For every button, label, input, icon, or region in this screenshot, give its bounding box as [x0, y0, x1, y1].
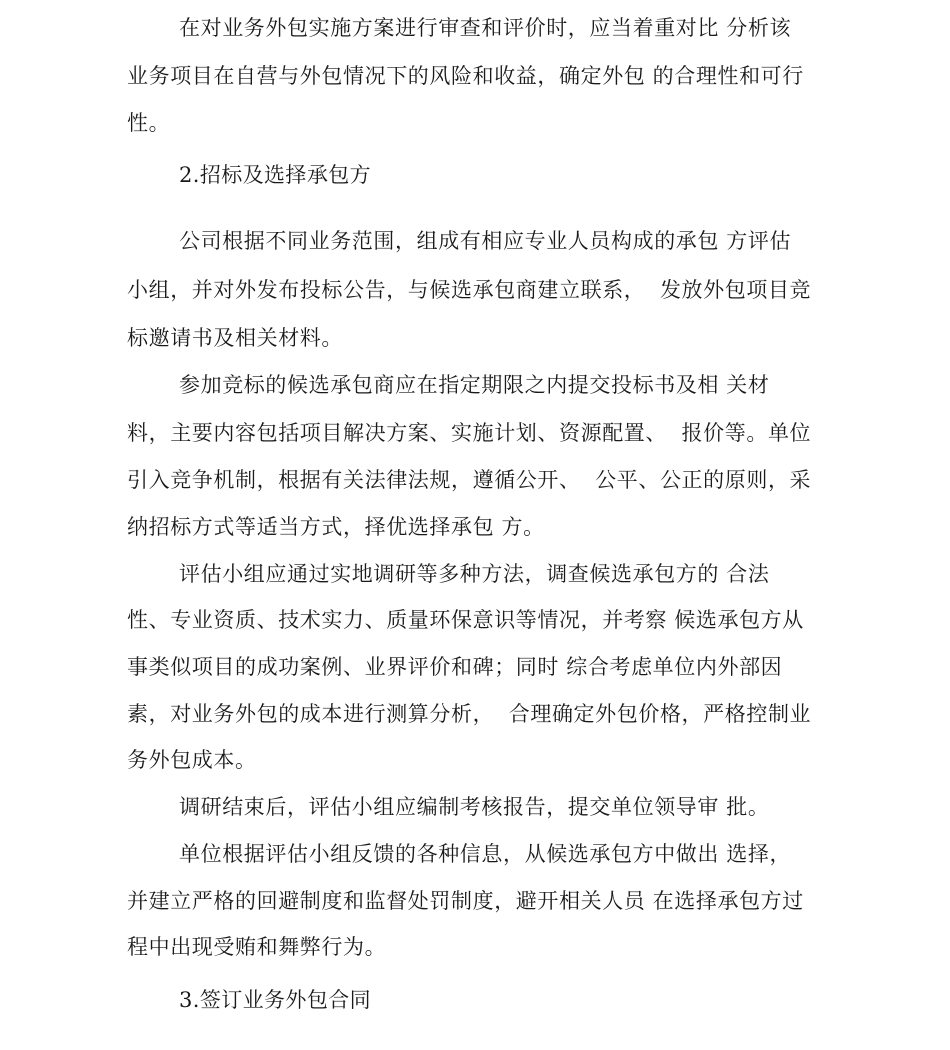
- paragraph-line: 业务项目在自营与外包情况下的风险和收益，确定外包 的合理性和可行: [127, 64, 804, 88]
- paragraph-line: 调研结束后，评估小组应编制考核报告，提交单位领导审 批。: [179, 795, 770, 819]
- paragraph-line: 评估小组应通过实地调研等多种方法，调查候选承包方的 合法: [179, 562, 770, 586]
- paragraph-line: 公司根据不同业务范围，组成有相应专业人员构成的承包 方评估: [179, 229, 792, 253]
- paragraph-line: 参加竞标的候选承包商应在指定期限之内提交投标书及相 关材: [179, 373, 770, 397]
- paragraph-line: 性、专业资质、技术实力、质量环保意识等情况，并考察 候选承包方从: [127, 608, 804, 632]
- paragraph-line: 纳招标方式等适当方式，择优选择承包 方。: [127, 515, 545, 539]
- paragraph-line: 在对业务外包实施方案进行审查和评价时，应当着重对比 分析该: [179, 16, 792, 40]
- section-heading: 2.招标及选择承包方: [179, 163, 372, 187]
- paragraph-line: 素，对业务外包的成本进行测算分析， 合理确定外包价格，严格控制业: [127, 702, 812, 726]
- paragraph-line: 性。: [127, 111, 171, 135]
- paragraph-line: 单位根据评估小组反馈的各种信息，从候选承包方中做出 选择，: [179, 842, 792, 866]
- paragraph-line: 料，主要内容包括项目解决方案、实施计划、资源配置、 报价等。单位: [127, 421, 812, 445]
- paragraph-line: 小组，并对外发布投标公告，与候选承包商建立联系， 发放外包项目竞: [127, 278, 812, 302]
- paragraph-line: 并建立严格的回避制度和监督处罚制度，避开相关人员 在选择承包方过: [127, 889, 804, 913]
- paragraph-line: 事类似项目的成功案例、业界评价和碑；同时 综合考虑单位内外部因: [127, 655, 783, 679]
- paragraph-line: 务外包成本。: [127, 748, 257, 772]
- paragraph-line: 程中出现受贿和舞弊行为。: [127, 935, 387, 959]
- section-heading: 3.签订业务外包合同: [179, 988, 372, 1012]
- paragraph-line: 引入竞争机制，根据有关法律法规，遵循公开、 公平、公正的原则，采: [127, 468, 812, 492]
- paragraph-line: 标邀请书及相关材料。: [127, 326, 343, 350]
